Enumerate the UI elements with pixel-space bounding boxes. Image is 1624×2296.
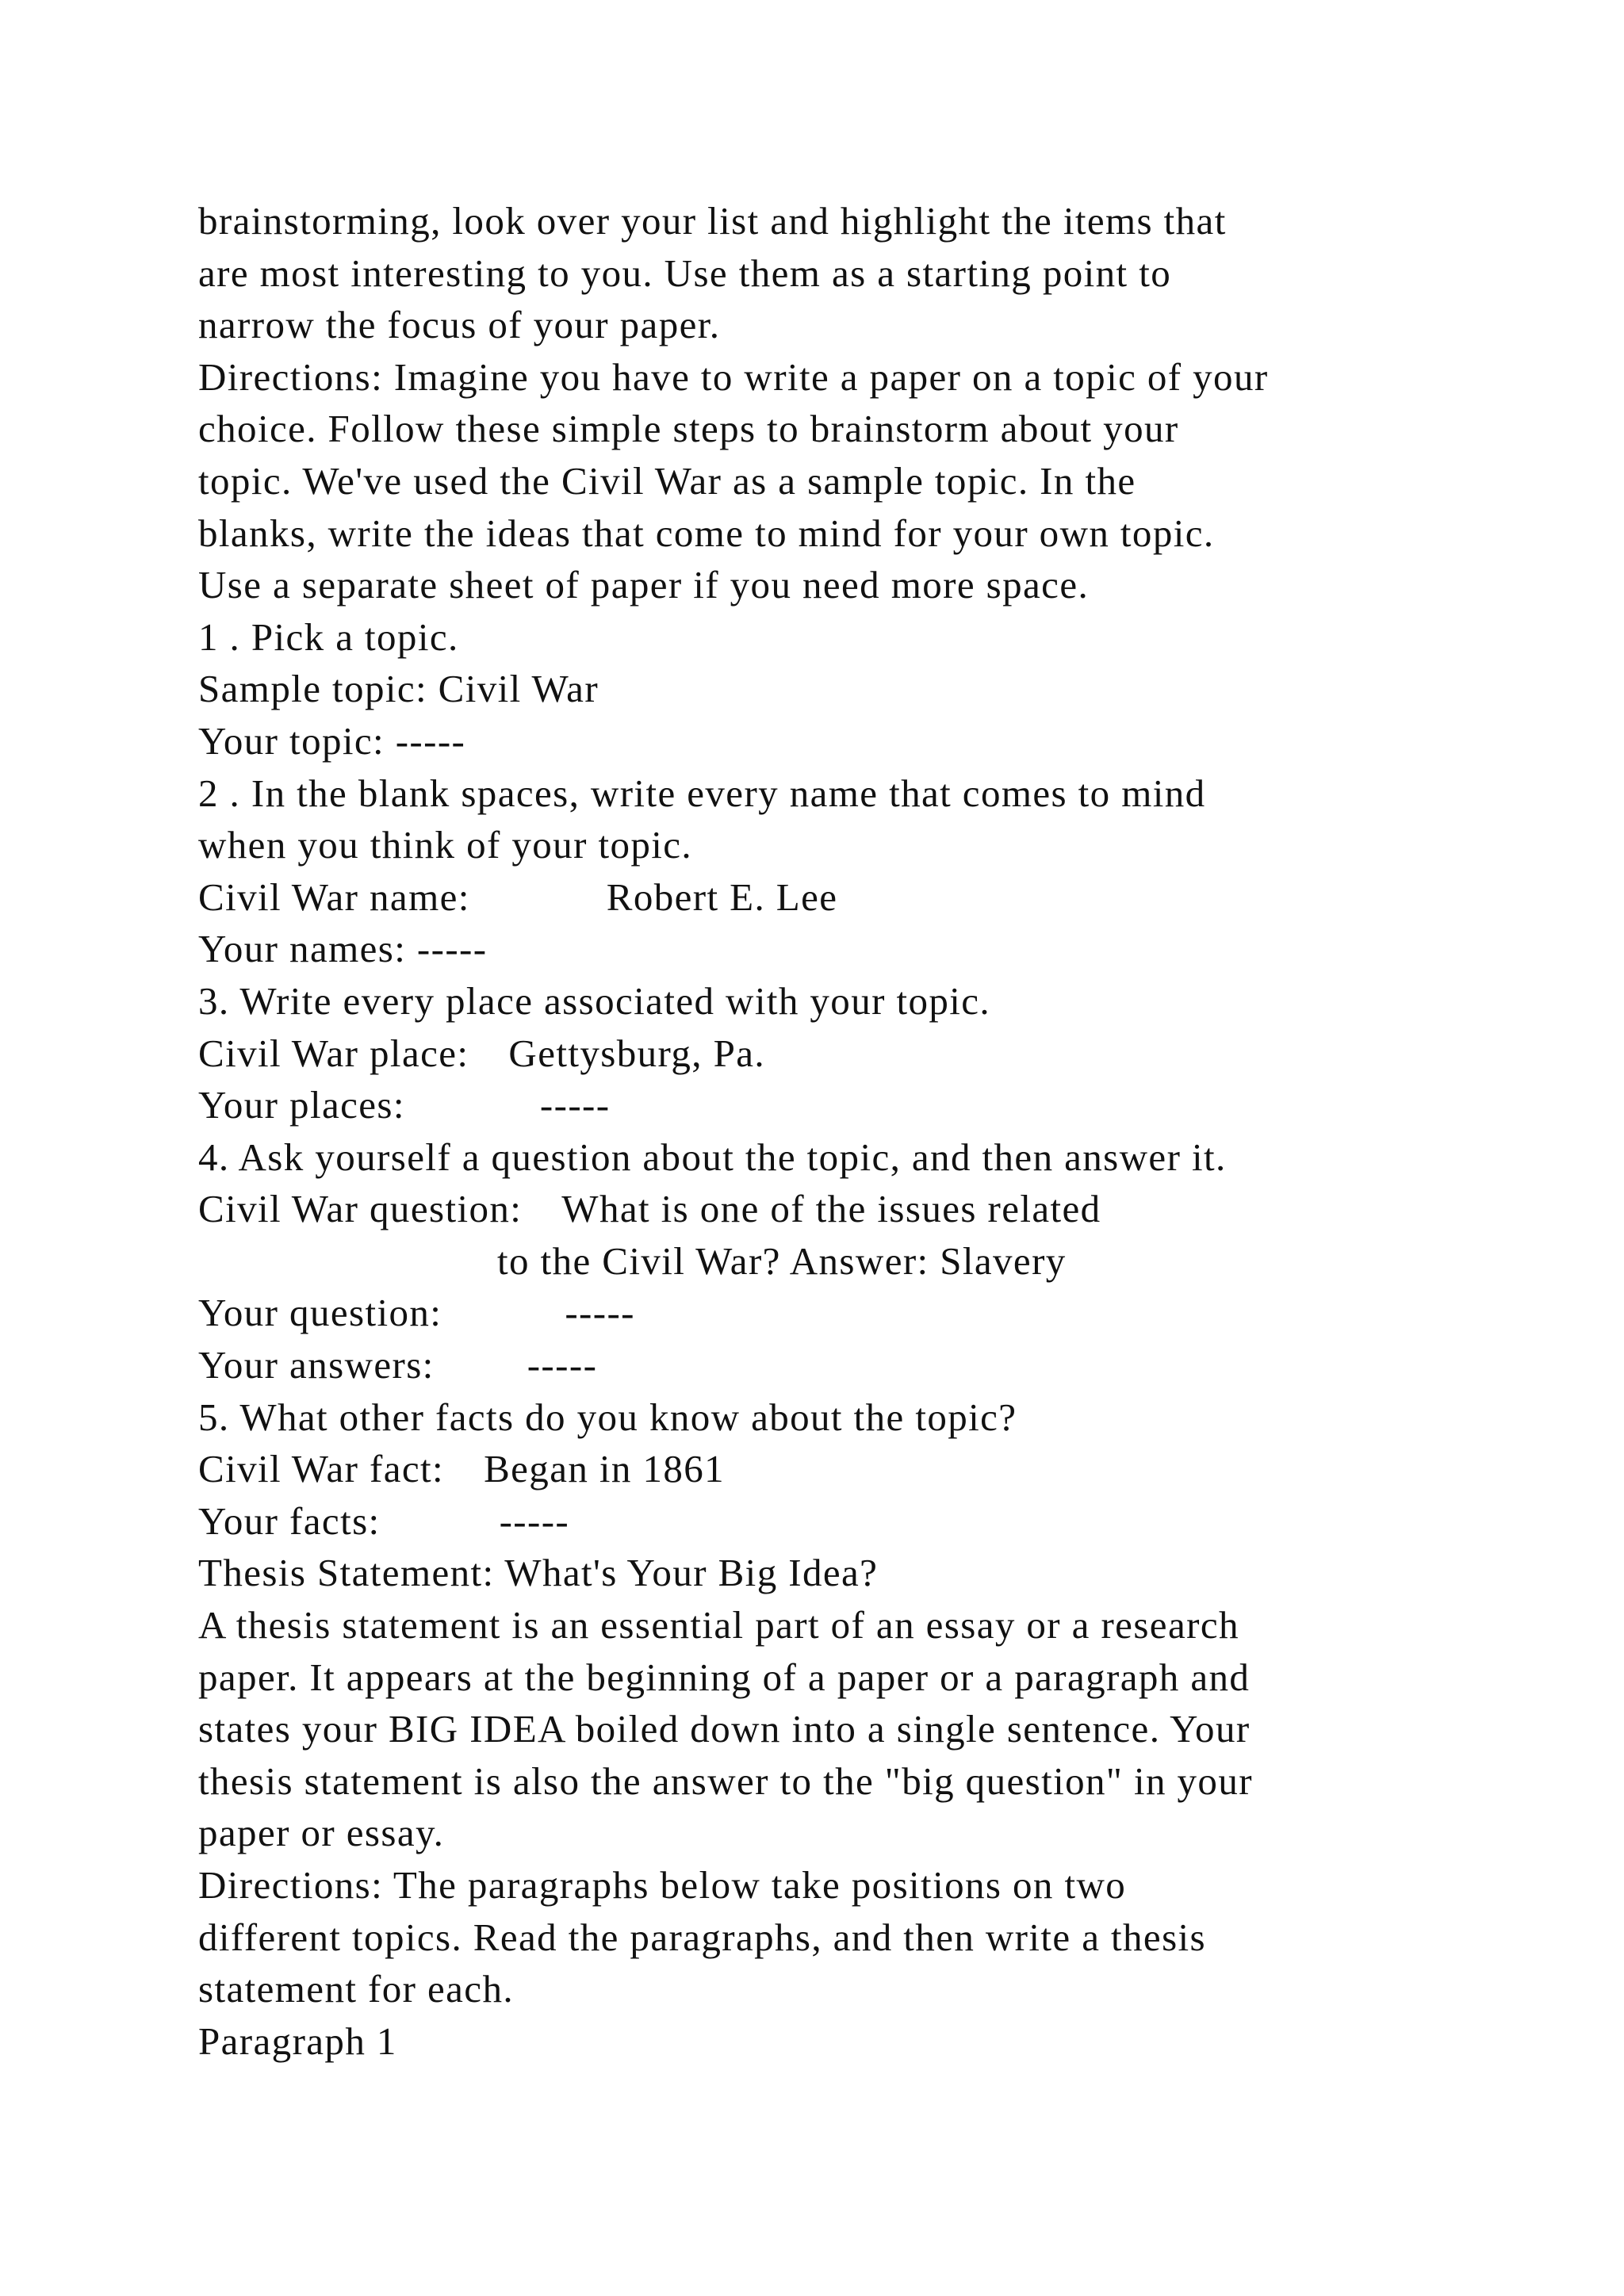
- sample-topic-line: Sample topic: Civil War: [198, 667, 599, 711]
- text-line: when you think of your topic.: [198, 823, 693, 867]
- row-label: Your answers:: [198, 1343, 435, 1387]
- row-value: -----: [565, 1291, 635, 1335]
- step-3-heading: 3. Write every place associated with your topic.: [198, 978, 991, 1023]
- text-line: brainstorming, look over your list and highlight the items that: [198, 199, 1227, 243]
- text-line: paper or essay.: [198, 1811, 445, 1855]
- step-1-heading: 1 . Pick a topic.: [198, 614, 459, 659]
- text-line: Directions: The paragraphs below take positions on two: [198, 1863, 1127, 1907]
- paragraph-1-heading: Paragraph 1: [198, 2019, 397, 2063]
- text-line: blanks, write the ideas that come to mind for your own topic.: [198, 511, 1215, 555]
- your-topic-line: Your topic: -----: [198, 718, 466, 763]
- row-value: -----: [499, 1498, 570, 1543]
- text-line: are most interesting to you. Use them as a starting point to: [198, 251, 1172, 295]
- row-value: -----: [527, 1343, 598, 1387]
- row-label: Your question:: [198, 1291, 442, 1335]
- row-label: Civil War question:: [198, 1187, 523, 1231]
- row-value: -----: [539, 1083, 611, 1127]
- row-label: Your facts:: [198, 1498, 381, 1543]
- text-line: statement for each.: [198, 1967, 514, 2011]
- row-label: Civil War place:: [198, 1031, 469, 1075]
- row-label: Civil War name:: [198, 874, 470, 919]
- step-5-heading: 5. What other facts do you know about the topic?: [198, 1395, 1017, 1439]
- step-4-heading: 4. Ask yourself a question about the topic, and then answer it.: [198, 1135, 1227, 1179]
- text-line: A thesis statement is an essential part of an essay or a research: [198, 1603, 1239, 1647]
- row-value: What is one of the issues related: [561, 1187, 1101, 1231]
- your-question-row: [198, 1287, 1507, 1339]
- your-facts-row: [198, 1495, 1507, 1548]
- text-line: Directions: Imagine you have to write a paper on a topic of your: [198, 354, 1269, 399]
- thesis-heading: Thesis Statement: What's Your Big Idea?: [198, 1551, 879, 1595]
- civil-war-place-row: [198, 1027, 1507, 1080]
- text-line: choice. Follow these simple steps to brainstorm about your: [198, 407, 1179, 451]
- text-line: different topics. Read the paragraphs, and then write a thesis: [198, 1915, 1207, 1959]
- text-line: paper. It appears at the beginning of a paper or a paragraph and: [198, 1655, 1251, 1699]
- row-label: Civil War fact:: [198, 1447, 445, 1491]
- text-line: topic. We've used the Civil War as a sample topic. In the: [198, 458, 1136, 503]
- text-line: states your BIG IDEA boiled down into a single sentence. Your: [198, 1707, 1251, 1751]
- text-line: Use a separate sheet of paper if you need more space.: [198, 563, 1090, 607]
- civil-war-fact-row: [198, 1443, 1507, 1495]
- row-value: Gettysburg, Pa.: [508, 1031, 766, 1075]
- text-line: thesis statement is also the answer to the "big question" in your: [198, 1758, 1253, 1803]
- your-answers-row: [198, 1339, 1507, 1391]
- row-value: Robert E. Lee: [606, 874, 838, 919]
- row-value: Began in 1861: [484, 1447, 726, 1491]
- your-places-row: [198, 1079, 1507, 1131]
- civil-war-name-row: [198, 871, 1507, 924]
- your-names-line: Your names: -----: [198, 927, 488, 971]
- text-line: narrow the focus of your paper.: [198, 303, 721, 347]
- civil-war-question-row: [198, 1183, 1507, 1235]
- row-label: Your places:: [198, 1083, 405, 1127]
- step-2-heading: 2 . In the blank spaces, write every name that comes to mind: [198, 771, 1206, 815]
- document-body: [198, 195, 1507, 2067]
- question-continuation: to the Civil War? Answer: Slavery: [497, 1238, 1067, 1283]
